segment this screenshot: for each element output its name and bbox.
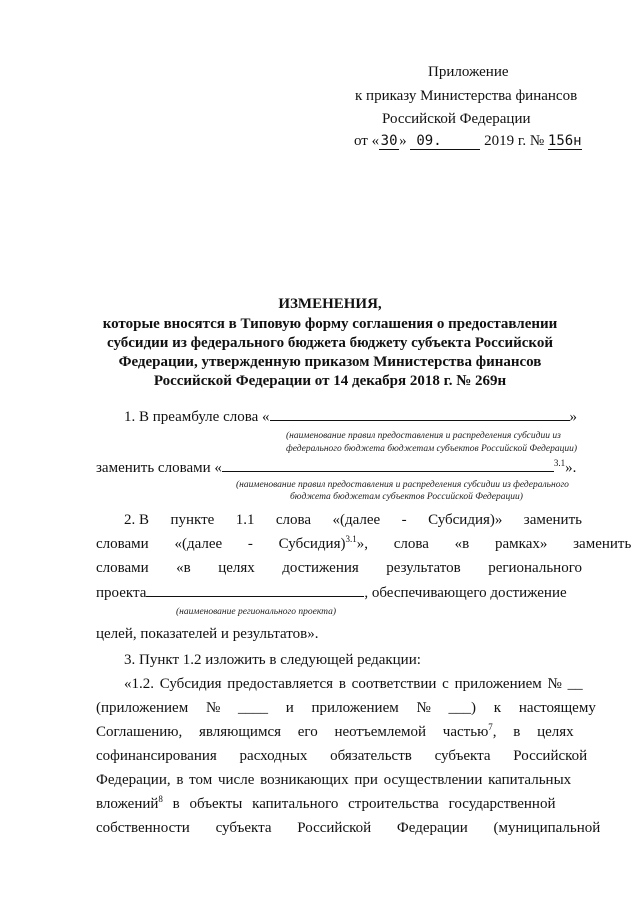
item2-line3 — [96, 560, 582, 577]
item1-close-b: ». — [565, 460, 577, 476]
word: «(далее — [332, 512, 381, 528]
item2-line2 — [96, 534, 632, 553]
word: пункте — [170, 512, 215, 528]
item1-text-b: заменить словами « — [96, 460, 222, 476]
item2-line2-a: словами «(далее - Субсидия) — [96, 536, 346, 552]
item1-close-a: » — [569, 409, 578, 425]
item3-line3: (приложением № ____ и приложением № ___) к настоящему — [96, 700, 596, 716]
item3-line7-sup: 8 — [158, 794, 163, 804]
word: достижения — [282, 560, 359, 576]
item2-line1 — [124, 512, 582, 529]
item1-note-a1: (наименование правил предоставления и распределения субсидии из — [286, 431, 561, 441]
item3-line5: софинансирования расходных обязательств субъекта Российской — [96, 748, 588, 764]
item3-line6: Федерации, в том числе возникающих при осуществлении капитальных — [96, 772, 572, 788]
date-day: 30 — [380, 133, 398, 149]
item1-preamble-line — [124, 408, 577, 426]
item3-line1: 3. Пункт 1.2 изложить в следующей редакции: — [124, 652, 421, 668]
word: регионального — [488, 560, 582, 576]
item1-note-b2: бюджета бюджетам субъектов Российской Федерации) — [290, 492, 523, 502]
item1-text-a: 1. В преамбуле слова « — [124, 409, 270, 425]
item2-line2-sup: 3.1 — [345, 534, 357, 544]
item3-line7 — [96, 796, 582, 813]
item2-line4-a: проекта — [96, 585, 147, 601]
item1-sup-b: 3.1 — [553, 458, 566, 468]
order-number: 156н — [547, 133, 582, 149]
item2-project-blank — [146, 584, 364, 597]
header-appendix: Приложение — [428, 64, 509, 80]
word: целях — [218, 560, 255, 576]
item3-line7-b: в объекты капитального строительства государственной — [162, 796, 556, 812]
word: «в — [176, 560, 191, 576]
item1-blank-a — [270, 408, 570, 421]
header-order-ref: к приказу Министерства финансов — [355, 88, 578, 104]
item2-line4 — [96, 584, 567, 602]
item1-note-b1: (наименование правил предоставления и распределения субсидии из федерального — [236, 480, 569, 490]
item1-note-a2: федерального бюджета бюджетам субъектов Российской Федерации) — [286, 444, 578, 454]
header-federation: Российской Федерации — [382, 111, 531, 127]
item3-line4-sup: 7 — [488, 722, 493, 732]
item1-replace-line — [96, 459, 576, 477]
item1-blank-b — [222, 459, 554, 472]
word: слова — [275, 512, 312, 528]
doc-title-line3: Федерации, утвержденную приказом Министерства финансов — [118, 354, 542, 370]
word: результатов — [386, 560, 461, 576]
item2-line2-b: », слова «в рамках» заменить — [356, 536, 632, 552]
item2-line4-b: , обеспечивающего достижение — [364, 585, 567, 601]
item3-line4 — [96, 724, 582, 741]
date-day-close: » — [399, 133, 407, 149]
item3-line8: собственности субъекта Российской Федерации (муниципальной — [96, 820, 601, 836]
item3-line4-a: Соглашению, являющимся его неотъемлемой частью — [96, 724, 489, 740]
item2-line5: целей, показателей и результатов». — [96, 626, 319, 642]
item3-line7-a: вложений — [96, 796, 159, 812]
date-year: 2019 г. № — [484, 133, 545, 149]
date-prefix: от « — [354, 133, 380, 149]
header-date-line — [354, 133, 582, 150]
word: - — [401, 512, 407, 528]
item3-line4-b: , в целях — [492, 724, 574, 740]
word: заменить — [523, 512, 582, 528]
item3-line2: «1.2. Субсидия предоставляется в соответствии с приложением № __ — [124, 676, 583, 692]
doc-heading: ИЗМЕНЕНИЯ, — [278, 296, 382, 312]
word: Субсидия)» — [428, 512, 503, 528]
doc-title-line1: которые вносятся в Типовую форму соглашения о предоставлении — [102, 316, 558, 332]
doc-title-line2: субсидии из федерального бюджета бюджету субъекта Российской — [107, 335, 553, 351]
word: 1.1 — [235, 512, 255, 528]
word: 2. В — [124, 512, 150, 528]
word: словами — [96, 560, 149, 576]
date-month: 09. — [410, 133, 480, 150]
doc-title-line4: Российской Федерации от 14 декабря 2018 г. № 269н — [153, 373, 507, 389]
item2-note: (наименование регионального проекта) — [176, 607, 337, 617]
